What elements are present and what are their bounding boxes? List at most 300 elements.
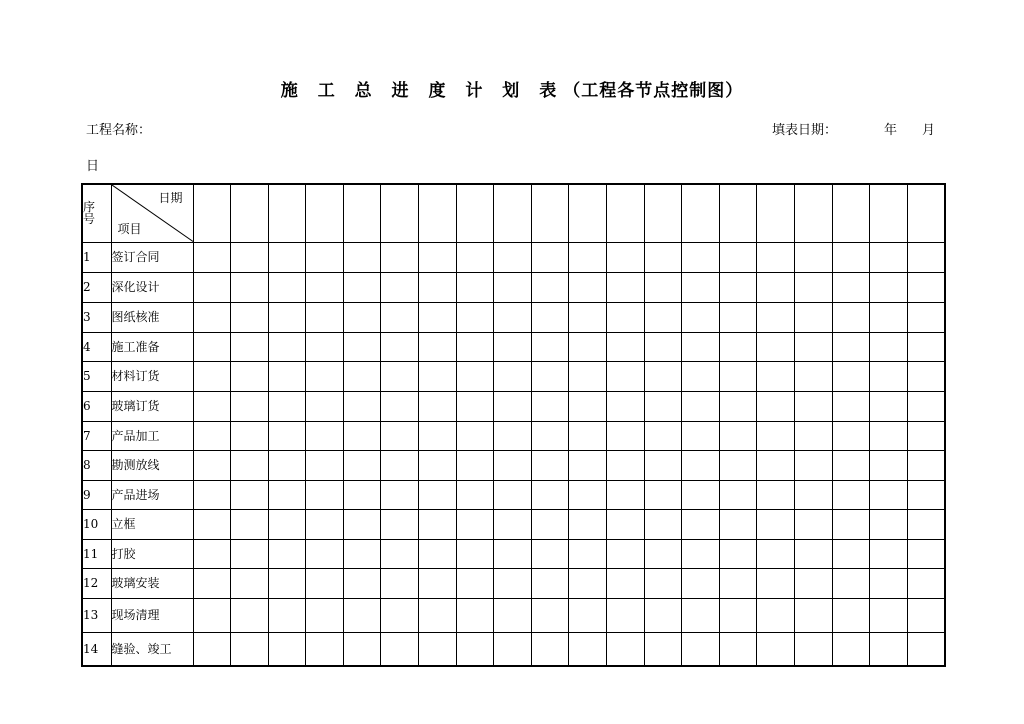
schedule-cell[interactable] <box>682 539 720 568</box>
schedule-cell[interactable] <box>719 539 757 568</box>
schedule-cell[interactable] <box>381 539 419 568</box>
schedule-cell[interactable] <box>343 361 381 391</box>
schedule-cell[interactable] <box>531 539 569 568</box>
schedule-cell[interactable] <box>719 598 757 632</box>
schedule-cell[interactable] <box>231 242 269 272</box>
schedule-cell[interactable] <box>268 480 306 509</box>
schedule-cell[interactable] <box>719 421 757 450</box>
schedule-cell[interactable] <box>682 598 720 632</box>
schedule-cell[interactable] <box>795 632 833 666</box>
schedule-cell[interactable] <box>682 568 720 598</box>
schedule-cell[interactable] <box>757 391 795 421</box>
schedule-cell[interactable] <box>419 632 457 666</box>
schedule-cell[interactable] <box>907 509 945 539</box>
schedule-cell[interactable] <box>456 598 494 632</box>
schedule-cell[interactable] <box>306 391 344 421</box>
schedule-cell[interactable] <box>569 509 607 539</box>
schedule-cell[interactable] <box>682 302 720 332</box>
schedule-cell[interactable] <box>231 332 269 361</box>
schedule-cell[interactable] <box>757 568 795 598</box>
schedule-cell[interactable] <box>343 242 381 272</box>
schedule-cell[interactable] <box>795 391 833 421</box>
schedule-cell[interactable] <box>306 480 344 509</box>
schedule-cell[interactable] <box>795 450 833 480</box>
schedule-cell[interactable] <box>343 539 381 568</box>
schedule-cell[interactable] <box>870 361 908 391</box>
schedule-cell[interactable] <box>719 242 757 272</box>
schedule-cell[interactable] <box>569 632 607 666</box>
schedule-cell[interactable] <box>795 302 833 332</box>
schedule-cell[interactable] <box>907 332 945 361</box>
schedule-cell[interactable] <box>832 450 870 480</box>
schedule-cell[interactable] <box>907 421 945 450</box>
schedule-cell[interactable] <box>231 361 269 391</box>
schedule-cell[interactable] <box>381 509 419 539</box>
schedule-cell[interactable] <box>719 302 757 332</box>
schedule-cell[interactable] <box>531 332 569 361</box>
schedule-cell[interactable] <box>306 568 344 598</box>
schedule-cell[interactable] <box>682 272 720 302</box>
schedule-cell[interactable] <box>644 632 682 666</box>
schedule-cell[interactable] <box>607 391 645 421</box>
schedule-cell[interactable] <box>719 509 757 539</box>
schedule-cell[interactable] <box>832 480 870 509</box>
schedule-cell[interactable] <box>306 361 344 391</box>
schedule-cell[interactable] <box>268 568 306 598</box>
schedule-cell[interactable] <box>343 509 381 539</box>
schedule-cell[interactable] <box>607 242 645 272</box>
schedule-cell[interactable] <box>456 391 494 421</box>
schedule-cell[interactable] <box>456 272 494 302</box>
schedule-cell[interactable] <box>494 361 532 391</box>
schedule-cell[interactable] <box>607 598 645 632</box>
schedule-cell[interactable] <box>456 480 494 509</box>
schedule-cell[interactable] <box>907 450 945 480</box>
schedule-cell[interactable] <box>419 242 457 272</box>
schedule-cell[interactable] <box>231 272 269 302</box>
schedule-cell[interactable] <box>343 332 381 361</box>
schedule-cell[interactable] <box>456 302 494 332</box>
date-header-cell[interactable] <box>456 184 494 242</box>
schedule-cell[interactable] <box>456 539 494 568</box>
schedule-cell[interactable] <box>456 242 494 272</box>
schedule-cell[interactable] <box>456 509 494 539</box>
schedule-cell[interactable] <box>231 568 269 598</box>
schedule-cell[interactable] <box>231 391 269 421</box>
schedule-cell[interactable] <box>682 632 720 666</box>
schedule-cell[interactable] <box>343 272 381 302</box>
schedule-cell[interactable] <box>832 421 870 450</box>
schedule-cell[interactable] <box>870 450 908 480</box>
schedule-cell[interactable] <box>268 391 306 421</box>
schedule-cell[interactable] <box>644 480 682 509</box>
schedule-cell[interactable] <box>306 421 344 450</box>
schedule-cell[interactable] <box>343 421 381 450</box>
schedule-cell[interactable] <box>757 450 795 480</box>
schedule-cell[interactable] <box>343 568 381 598</box>
schedule-cell[interactable] <box>268 361 306 391</box>
schedule-cell[interactable] <box>757 632 795 666</box>
schedule-cell[interactable] <box>494 421 532 450</box>
schedule-cell[interactable] <box>644 302 682 332</box>
schedule-cell[interactable] <box>381 361 419 391</box>
schedule-cell[interactable] <box>607 450 645 480</box>
schedule-cell[interactable] <box>193 302 231 332</box>
schedule-cell[interactable] <box>419 509 457 539</box>
schedule-cell[interactable] <box>607 332 645 361</box>
schedule-cell[interactable] <box>682 361 720 391</box>
schedule-cell[interactable] <box>644 598 682 632</box>
schedule-cell[interactable] <box>531 632 569 666</box>
date-header-cell[interactable] <box>494 184 532 242</box>
schedule-cell[interactable] <box>907 539 945 568</box>
schedule-cell[interactable] <box>907 272 945 302</box>
schedule-cell[interactable] <box>569 242 607 272</box>
schedule-cell[interactable] <box>268 332 306 361</box>
schedule-cell[interactable] <box>343 480 381 509</box>
schedule-cell[interactable] <box>193 391 231 421</box>
date-header-cell[interactable] <box>832 184 870 242</box>
date-header-cell[interactable] <box>870 184 908 242</box>
schedule-cell[interactable] <box>644 568 682 598</box>
schedule-cell[interactable] <box>531 598 569 632</box>
schedule-cell[interactable] <box>795 361 833 391</box>
schedule-cell[interactable] <box>456 450 494 480</box>
schedule-cell[interactable] <box>569 450 607 480</box>
schedule-cell[interactable] <box>757 242 795 272</box>
schedule-cell[interactable] <box>381 450 419 480</box>
schedule-cell[interactable] <box>907 302 945 332</box>
schedule-cell[interactable] <box>870 480 908 509</box>
schedule-cell[interactable] <box>719 450 757 480</box>
schedule-cell[interactable] <box>682 242 720 272</box>
schedule-cell[interactable] <box>682 391 720 421</box>
schedule-cell[interactable] <box>569 272 607 302</box>
schedule-cell[interactable] <box>757 361 795 391</box>
schedule-cell[interactable] <box>832 272 870 302</box>
schedule-cell[interactable] <box>757 509 795 539</box>
schedule-cell[interactable] <box>456 361 494 391</box>
schedule-cell[interactable] <box>607 421 645 450</box>
schedule-cell[interactable] <box>419 539 457 568</box>
schedule-cell[interactable] <box>832 302 870 332</box>
schedule-cell[interactable] <box>419 302 457 332</box>
schedule-cell[interactable] <box>682 421 720 450</box>
schedule-cell[interactable] <box>795 598 833 632</box>
schedule-cell[interactable] <box>531 302 569 332</box>
schedule-cell[interactable] <box>757 539 795 568</box>
schedule-cell[interactable] <box>795 539 833 568</box>
schedule-cell[interactable] <box>644 450 682 480</box>
schedule-cell[interactable] <box>381 632 419 666</box>
schedule-cell[interactable] <box>607 302 645 332</box>
schedule-cell[interactable] <box>381 568 419 598</box>
schedule-cell[interactable] <box>343 302 381 332</box>
schedule-cell[interactable] <box>193 480 231 509</box>
schedule-cell[interactable] <box>907 480 945 509</box>
schedule-cell[interactable] <box>531 391 569 421</box>
schedule-cell[interactable] <box>644 242 682 272</box>
schedule-cell[interactable] <box>531 421 569 450</box>
schedule-cell[interactable] <box>381 421 419 450</box>
schedule-cell[interactable] <box>569 598 607 632</box>
date-header-cell[interactable] <box>719 184 757 242</box>
schedule-cell[interactable] <box>832 509 870 539</box>
schedule-cell[interactable] <box>832 598 870 632</box>
schedule-cell[interactable] <box>569 421 607 450</box>
schedule-cell[interactable] <box>306 242 344 272</box>
schedule-cell[interactable] <box>343 632 381 666</box>
schedule-cell[interactable] <box>494 480 532 509</box>
schedule-cell[interactable] <box>569 568 607 598</box>
schedule-cell[interactable] <box>494 568 532 598</box>
schedule-cell[interactable] <box>193 332 231 361</box>
date-header-cell[interactable] <box>381 184 419 242</box>
schedule-cell[interactable] <box>644 421 682 450</box>
schedule-cell[interactable] <box>419 598 457 632</box>
schedule-cell[interactable] <box>193 450 231 480</box>
schedule-cell[interactable] <box>306 539 344 568</box>
schedule-cell[interactable] <box>757 332 795 361</box>
schedule-cell[interactable] <box>907 391 945 421</box>
schedule-cell[interactable] <box>795 332 833 361</box>
schedule-cell[interactable] <box>757 480 795 509</box>
schedule-cell[interactable] <box>531 568 569 598</box>
schedule-cell[interactable] <box>907 361 945 391</box>
schedule-cell[interactable] <box>832 242 870 272</box>
date-header-cell[interactable] <box>306 184 344 242</box>
schedule-cell[interactable] <box>757 421 795 450</box>
schedule-cell[interactable] <box>607 568 645 598</box>
schedule-cell[interactable] <box>381 332 419 361</box>
schedule-cell[interactable] <box>757 272 795 302</box>
schedule-cell[interactable] <box>231 509 269 539</box>
schedule-cell[interactable] <box>870 332 908 361</box>
schedule-cell[interactable] <box>268 302 306 332</box>
schedule-cell[interactable] <box>682 509 720 539</box>
schedule-cell[interactable] <box>343 598 381 632</box>
schedule-cell[interactable] <box>306 598 344 632</box>
schedule-cell[interactable] <box>494 632 532 666</box>
date-header-cell[interactable] <box>907 184 945 242</box>
schedule-cell[interactable] <box>795 242 833 272</box>
schedule-cell[interactable] <box>494 302 532 332</box>
schedule-cell[interactable] <box>607 480 645 509</box>
schedule-cell[interactable] <box>607 361 645 391</box>
schedule-cell[interactable] <box>193 272 231 302</box>
schedule-cell[interactable] <box>757 302 795 332</box>
schedule-cell[interactable] <box>456 568 494 598</box>
schedule-cell[interactable] <box>419 421 457 450</box>
schedule-cell[interactable] <box>193 539 231 568</box>
schedule-cell[interactable] <box>832 361 870 391</box>
schedule-cell[interactable] <box>569 302 607 332</box>
schedule-cell[interactable] <box>531 509 569 539</box>
schedule-cell[interactable] <box>644 272 682 302</box>
schedule-cell[interactable] <box>870 632 908 666</box>
schedule-cell[interactable] <box>381 242 419 272</box>
schedule-cell[interactable] <box>682 480 720 509</box>
schedule-cell[interactable] <box>268 539 306 568</box>
schedule-cell[interactable] <box>607 632 645 666</box>
schedule-cell[interactable] <box>757 598 795 632</box>
schedule-cell[interactable] <box>193 509 231 539</box>
schedule-cell[interactable] <box>381 391 419 421</box>
schedule-cell[interactable] <box>832 391 870 421</box>
schedule-cell[interactable] <box>268 272 306 302</box>
schedule-cell[interactable] <box>268 242 306 272</box>
date-header-cell[interactable] <box>795 184 833 242</box>
schedule-cell[interactable] <box>419 480 457 509</box>
schedule-cell[interactable] <box>306 302 344 332</box>
schedule-cell[interactable] <box>870 598 908 632</box>
schedule-cell[interactable] <box>531 361 569 391</box>
schedule-cell[interactable] <box>870 421 908 450</box>
schedule-cell[interactable] <box>193 361 231 391</box>
schedule-cell[interactable] <box>719 632 757 666</box>
schedule-cell[interactable] <box>607 509 645 539</box>
schedule-cell[interactable] <box>231 480 269 509</box>
schedule-cell[interactable] <box>494 332 532 361</box>
schedule-cell[interactable] <box>268 450 306 480</box>
schedule-cell[interactable] <box>343 450 381 480</box>
schedule-cell[interactable] <box>193 568 231 598</box>
schedule-cell[interactable] <box>907 242 945 272</box>
schedule-cell[interactable] <box>494 598 532 632</box>
schedule-cell[interactable] <box>569 391 607 421</box>
schedule-cell[interactable] <box>231 450 269 480</box>
schedule-cell[interactable] <box>494 272 532 302</box>
schedule-cell[interactable] <box>795 421 833 450</box>
schedule-cell[interactable] <box>569 539 607 568</box>
date-header-cell[interactable] <box>607 184 645 242</box>
schedule-cell[interactable] <box>870 509 908 539</box>
schedule-cell[interactable] <box>419 332 457 361</box>
schedule-cell[interactable] <box>644 332 682 361</box>
schedule-cell[interactable] <box>719 391 757 421</box>
schedule-cell[interactable] <box>719 332 757 361</box>
schedule-cell[interactable] <box>644 509 682 539</box>
schedule-cell[interactable] <box>832 539 870 568</box>
schedule-cell[interactable] <box>419 450 457 480</box>
schedule-cell[interactable] <box>419 391 457 421</box>
schedule-cell[interactable] <box>231 421 269 450</box>
schedule-cell[interactable] <box>494 539 532 568</box>
schedule-cell[interactable] <box>569 480 607 509</box>
schedule-cell[interactable] <box>795 509 833 539</box>
schedule-cell[interactable] <box>231 598 269 632</box>
schedule-cell[interactable] <box>306 632 344 666</box>
schedule-cell[interactable] <box>419 272 457 302</box>
schedule-cell[interactable] <box>456 332 494 361</box>
schedule-cell[interactable] <box>268 598 306 632</box>
schedule-cell[interactable] <box>682 332 720 361</box>
schedule-cell[interactable] <box>193 242 231 272</box>
schedule-cell[interactable] <box>494 509 532 539</box>
schedule-cell[interactable] <box>381 480 419 509</box>
schedule-cell[interactable] <box>456 421 494 450</box>
date-header-cell[interactable] <box>569 184 607 242</box>
schedule-cell[interactable] <box>832 568 870 598</box>
schedule-cell[interactable] <box>569 332 607 361</box>
schedule-cell[interactable] <box>494 242 532 272</box>
schedule-cell[interactable] <box>644 539 682 568</box>
schedule-cell[interactable] <box>870 272 908 302</box>
schedule-cell[interactable] <box>268 632 306 666</box>
schedule-cell[interactable] <box>419 568 457 598</box>
schedule-cell[interactable] <box>381 598 419 632</box>
schedule-cell[interactable] <box>193 421 231 450</box>
schedule-cell[interactable] <box>644 391 682 421</box>
schedule-cell[interactable] <box>795 272 833 302</box>
schedule-cell[interactable] <box>870 302 908 332</box>
date-header-cell[interactable] <box>644 184 682 242</box>
schedule-cell[interactable] <box>607 539 645 568</box>
schedule-cell[interactable] <box>719 361 757 391</box>
date-header-cell[interactable] <box>193 184 231 242</box>
schedule-cell[interactable] <box>381 272 419 302</box>
schedule-cell[interactable] <box>268 509 306 539</box>
schedule-cell[interactable] <box>306 450 344 480</box>
schedule-cell[interactable] <box>870 242 908 272</box>
schedule-cell[interactable] <box>306 332 344 361</box>
date-header-cell[interactable] <box>419 184 457 242</box>
schedule-cell[interactable] <box>832 632 870 666</box>
schedule-cell[interactable] <box>531 450 569 480</box>
schedule-cell[interactable] <box>682 450 720 480</box>
schedule-cell[interactable] <box>268 421 306 450</box>
schedule-cell[interactable] <box>870 391 908 421</box>
schedule-cell[interactable] <box>907 632 945 666</box>
schedule-cell[interactable] <box>193 632 231 666</box>
schedule-cell[interactable] <box>607 272 645 302</box>
schedule-cell[interactable] <box>870 539 908 568</box>
schedule-cell[interactable] <box>531 242 569 272</box>
schedule-cell[interactable] <box>870 568 908 598</box>
schedule-cell[interactable] <box>531 272 569 302</box>
date-header-cell[interactable] <box>757 184 795 242</box>
schedule-cell[interactable] <box>719 272 757 302</box>
schedule-cell[interactable] <box>343 391 381 421</box>
schedule-cell[interactable] <box>907 598 945 632</box>
date-header-cell[interactable] <box>343 184 381 242</box>
schedule-cell[interactable] <box>795 480 833 509</box>
schedule-cell[interactable] <box>644 361 682 391</box>
schedule-cell[interactable] <box>832 332 870 361</box>
schedule-cell[interactable] <box>231 632 269 666</box>
date-header-cell[interactable] <box>231 184 269 242</box>
schedule-cell[interactable] <box>494 450 532 480</box>
schedule-cell[interactable] <box>494 391 532 421</box>
date-header-cell[interactable] <box>268 184 306 242</box>
schedule-cell[interactable] <box>193 598 231 632</box>
date-header-cell[interactable] <box>682 184 720 242</box>
schedule-cell[interactable] <box>907 568 945 598</box>
schedule-cell[interactable] <box>231 302 269 332</box>
schedule-cell[interactable] <box>719 568 757 598</box>
date-header-cell[interactable] <box>531 184 569 242</box>
schedule-cell[interactable] <box>231 539 269 568</box>
schedule-cell[interactable] <box>419 361 457 391</box>
schedule-cell[interactable] <box>306 272 344 302</box>
schedule-cell[interactable] <box>531 480 569 509</box>
schedule-cell[interactable] <box>456 632 494 666</box>
schedule-cell[interactable] <box>569 361 607 391</box>
schedule-cell[interactable] <box>795 568 833 598</box>
schedule-cell[interactable] <box>306 509 344 539</box>
schedule-cell[interactable] <box>719 480 757 509</box>
schedule-cell[interactable] <box>381 302 419 332</box>
